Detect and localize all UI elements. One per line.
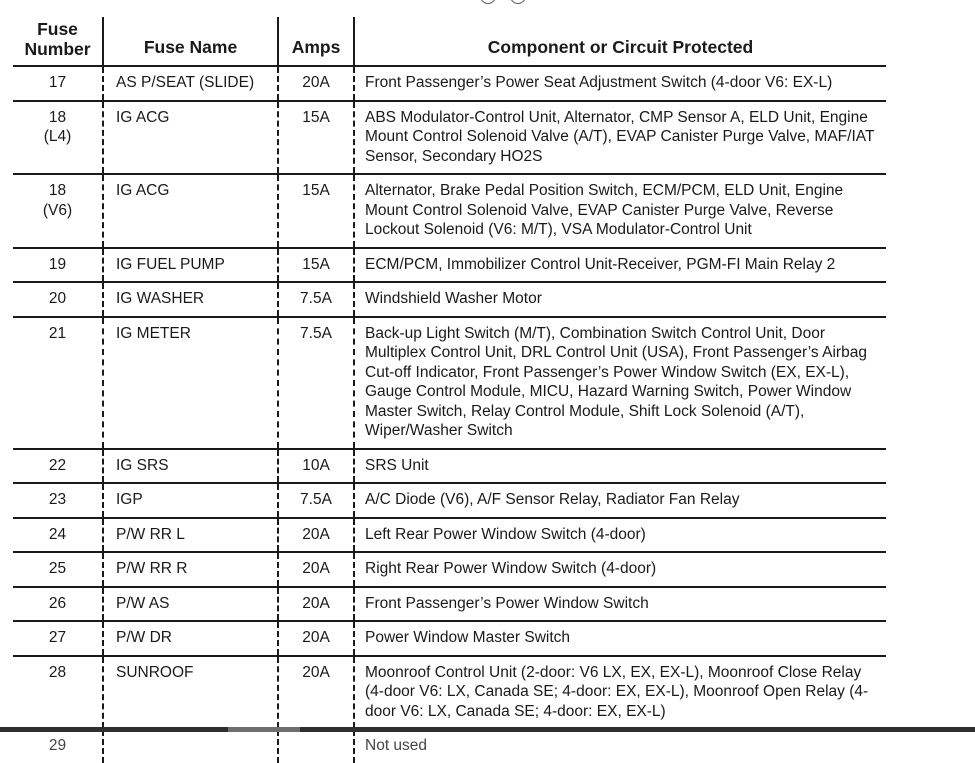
fuse-number: 18 — [48, 108, 67, 126]
fuse-number-cell — [13, 174, 103, 248]
fuse-component-cell: Left Rear Power Window Switch (4-door) — [354, 518, 886, 553]
fuse-number-cell — [13, 449, 103, 484]
fuse-amps-cell: 20A — [278, 552, 354, 587]
fuse-number-variant: (V6) — [42, 201, 73, 219]
fuse-amps-cell — [278, 729, 354, 763]
fuse-name-cell: P/W DR — [103, 621, 278, 656]
fuse-amps-cell: 7.5A — [278, 282, 354, 317]
fuse-number: 29 — [48, 737, 67, 754]
fuse-table-header — [13, 17, 886, 66]
table-row — [13, 101, 886, 175]
fuse-number: 17 — [48, 74, 67, 91]
circle-mark-icon — [480, 0, 496, 4]
bottom-strip-highlight — [228, 727, 300, 732]
fuse-number: 28 — [48, 663, 67, 681]
fuse-component-cell: SRS Unit — [354, 449, 886, 484]
fuse-component-cell: ABS Modulator-Control Unit, Alternator, CMP Sensor A, ELD Unit, Engine Mount Control Solenoid Valve (A/T), EVAP Canister Purge Valve, MAF/IAT Sensor, Secondary HO2S — [354, 101, 886, 175]
fuse-name-cell: IG ACG — [103, 174, 278, 248]
table-row — [13, 282, 886, 317]
fuse-name-cell — [103, 729, 278, 763]
bottom-scroll-strip — [0, 727, 975, 732]
fuse-amps-cell: 20A — [278, 621, 354, 656]
table-row — [13, 552, 886, 587]
table-row — [13, 317, 886, 449]
fuse-number-cell — [13, 729, 103, 763]
fuse-table — [13, 17, 886, 763]
header-fuse-number-line2: Number — [24, 39, 91, 59]
table-row — [13, 656, 886, 730]
fuse-component-cell: Alternator, Brake Pedal Position Switch, ECM/PCM, ELD Unit, Engine Mount Control Solenoid Valve, EVAP Canister Purge Valve, Reverse Lockout Solenoid (V6: M/T), VSA Modulator-Control Unit — [354, 174, 886, 248]
fuse-number-cell — [13, 621, 103, 656]
fuse-name-cell: IG WASHER — [103, 282, 278, 317]
fuse-number: 21 — [48, 324, 67, 342]
fuse-name-cell: P/W AS — [103, 587, 278, 622]
header-fuse-number-line1: Fuse — [37, 19, 78, 39]
fuse-number: 25 — [48, 560, 67, 577]
fuse-amps-cell: 20A — [278, 518, 354, 553]
table-row — [13, 248, 886, 283]
fuse-component-cell: Front Passenger’s Power Window Switch — [354, 587, 886, 622]
fuse-name-cell: AS P/SEAT (SLIDE) — [103, 66, 278, 101]
fuse-amps-cell: 7.5A — [278, 483, 354, 518]
fuse-number-cell — [13, 483, 103, 518]
fuse-component-cell: Windshield Washer Motor — [354, 282, 886, 317]
fuse-component-cell: Not used — [354, 729, 886, 763]
fuse-table-body — [13, 66, 886, 763]
fuse-number: 22 — [48, 456, 67, 474]
fuse-amps-cell: 15A — [278, 174, 354, 248]
fuse-number: 27 — [48, 629, 67, 646]
fuse-number-variant: (L4) — [43, 128, 72, 145]
fuse-component-cell: Front Passenger’s Power Seat Adjustment Switch (4-door V6: EX-L) — [354, 66, 886, 101]
table-row — [13, 483, 886, 518]
fuse-component-cell: Power Window Master Switch — [354, 621, 886, 656]
fuse-name-cell: P/W RR L — [103, 518, 278, 553]
fuse-amps-cell: 20A — [278, 66, 354, 101]
fuse-number: 19 — [48, 255, 67, 273]
header-component: Component or Circuit Protected — [354, 17, 886, 66]
page-top-marks — [478, 0, 538, 6]
fuse-number-cell — [13, 587, 103, 622]
header-fuse-name: Fuse Name — [103, 17, 278, 66]
fuse-number-cell — [13, 248, 103, 283]
fuse-number-cell — [13, 101, 103, 175]
fuse-number-cell — [13, 552, 103, 587]
table-row — [13, 66, 886, 101]
fuse-number-cell — [13, 317, 103, 449]
table-row — [13, 621, 886, 656]
table-row — [13, 729, 886, 763]
fuse-number-cell — [13, 282, 103, 317]
fuse-number: 26 — [48, 594, 67, 612]
circle-mark-icon — [510, 0, 526, 4]
fuse-name-cell: IGP — [103, 483, 278, 518]
fuse-name-cell: SUNROOF — [103, 656, 278, 730]
fuse-number-cell — [13, 518, 103, 553]
fuse-number: 20 — [48, 290, 67, 307]
fuse-number: 18 — [48, 182, 67, 199]
fuse-name-cell: IG METER — [103, 317, 278, 449]
fuse-name-cell: P/W RR R — [103, 552, 278, 587]
fuse-component-cell: Moonroof Control Unit (2-door: V6 LX, EX, EX-L), Moonroof Close Relay (4-door V6: LX, Canada SE; 4-door: EX, EX-L), Moonroof Open Relay (4-door V6: LX, Canada SE; 4-door: EX, EX-L) — [354, 656, 886, 730]
fuse-amps-cell: 20A — [278, 587, 354, 622]
fuse-component-cell: ECM/PCM, Immobilizer Control Unit-Receiver, PGM-FI Main Relay 2 — [354, 248, 886, 283]
fuse-amps-cell: 20A — [278, 656, 354, 730]
fuse-amps-cell: 15A — [278, 101, 354, 175]
header-fuse-number — [13, 17, 103, 66]
header-amps: Amps — [278, 17, 354, 66]
header-row — [13, 17, 886, 66]
fuse-component-cell: Right Rear Power Window Switch (4-door) — [354, 552, 886, 587]
fuse-number-cell — [13, 656, 103, 730]
fuse-number: 24 — [48, 525, 67, 543]
table-row — [13, 587, 886, 622]
fuse-name-cell: IG SRS — [103, 449, 278, 484]
fuse-name-cell: IG FUEL PUMP — [103, 248, 278, 283]
fuse-amps-cell: 7.5A — [278, 317, 354, 449]
table-row — [13, 449, 886, 484]
fuse-component-cell: Back-up Light Switch (M/T), Combination Switch Control Unit, Door Multiplex Control Unit, DRL Control Unit (USA), Front Passenger’s Airbag Cut-off Indicator, Front Passenger’s Power Window Switch (EX, EX-L), Gauge Control Module, MICU, Hazard Warning Switch, Power Window Master Switch, Relay Control Module, Shift Lock Solenoid (A/T), Wiper/Washer Switch — [354, 317, 886, 449]
fuse-number-cell — [13, 66, 103, 101]
table-row — [13, 518, 886, 553]
fuse-component-cell: A/C Diode (V6), A/F Sensor Relay, Radiator Fan Relay — [354, 483, 886, 518]
table-row — [13, 174, 886, 248]
fuse-amps-cell: 15A — [278, 248, 354, 283]
fuse-name-cell: IG ACG — [103, 101, 278, 175]
fuse-number: 23 — [48, 491, 67, 508]
fuse-amps-cell: 10A — [278, 449, 354, 484]
